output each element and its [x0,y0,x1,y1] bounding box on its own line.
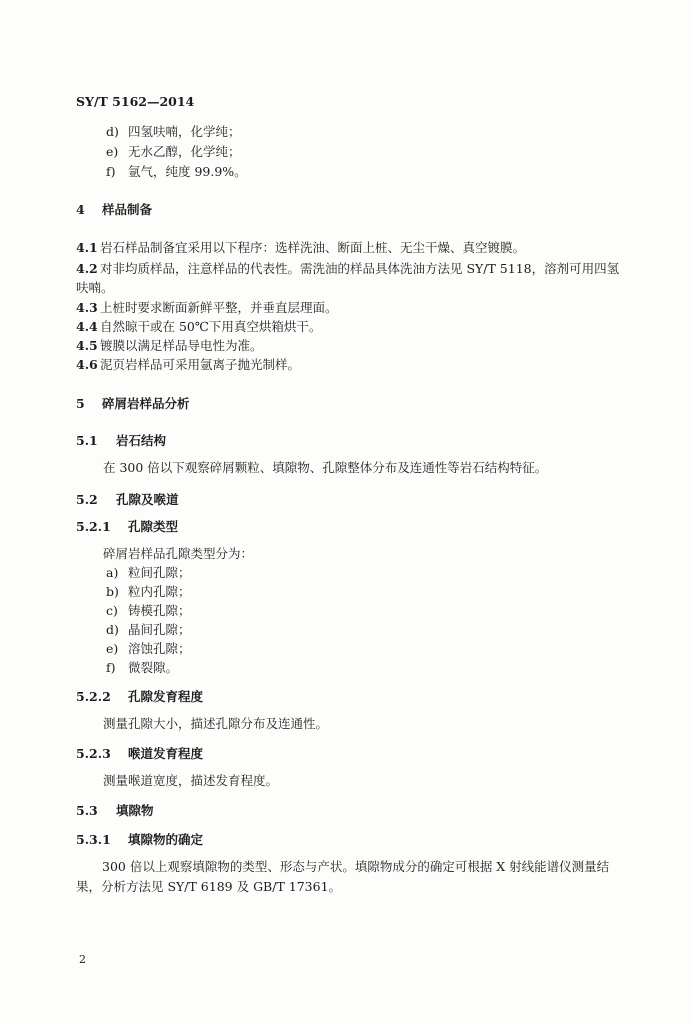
list-item [106,164,247,180]
clause-4-4 [76,319,321,335]
list-item [106,144,241,160]
list-label: d) [106,622,119,637]
clause-number: 4.5 [76,338,98,353]
subsection-number: 5.2.3 [76,746,111,761]
clause-4-6 [76,357,300,373]
clause-4-3 [76,300,338,316]
subsection-number: 5.3 [76,803,98,818]
paragraph: 碎屑岩样品孔隙类型分为： [103,546,254,561]
clause-4-1 [76,240,525,256]
list-item [106,622,191,638]
section-heading-5 [76,396,190,412]
list-label: e) [106,144,119,159]
subsection-title: 填隙物的确定 [128,832,204,847]
subsection-heading-5-2-3 [76,746,203,762]
clause-text: 对非均质样品，注意样品的代表性。需洗油的样品具体洗油方法见 SY/T 5118，溶剂可用四氢 [100,261,620,276]
list-label: a) [106,565,119,580]
page-number: 2 [79,953,86,966]
clause-number: 4.3 [76,300,98,315]
clause-4-5 [76,338,263,354]
subsection-number: 5.2.2 [76,689,111,704]
list-text: 溶蚀孔隙； [128,641,191,656]
list-item [106,603,191,619]
list-item [106,124,241,140]
subsection-heading-5-2-1 [76,519,178,535]
subsection-title: 孔隙类型 [128,519,179,534]
list-label: f) [106,164,116,179]
clause-number: 4.2 [76,261,98,276]
section-number: 5 [76,396,85,411]
paragraph: 300 倍以上观察填隙物的类型、形态与产状。填隙物成分的确定可根据 X 射线能谱仪测量结果，分析方法见 SY/T 6189 及 GB/T 17361。 [76,859,610,894]
subsection-heading-5-1 [76,433,166,449]
subsection-title: 孔隙发育程度 [128,689,204,704]
subsection-heading-5-2 [76,492,179,508]
list-item [106,641,191,657]
list-text: 粒内孔隙； [128,584,191,599]
clause-text: 上桩时要求断面新鲜平整，并垂直层理面。 [100,300,338,315]
list-label: f) [106,660,116,675]
subsection-number: 5.1 [76,433,98,448]
subsection-title: 孔隙及喉道 [116,492,179,507]
clause-4-2 [76,261,619,277]
list-item [106,565,191,581]
list-text: 微裂隙。 [128,660,179,675]
list-label: c) [106,603,118,618]
subsection-heading-5-3 [76,803,154,819]
section-title: 样品制备 [102,202,153,217]
subsection-heading-5-3-1 [76,832,203,848]
clause-number: 4.6 [76,357,98,372]
clause-number: 4.4 [76,319,98,334]
subsection-heading-5-2-2 [76,689,203,705]
paragraph: 在 300 倍以下观察碎屑颗粒、填隙物、孔隙整体分布及连通性等岩石结构特征。 [103,460,548,475]
list-item [106,584,191,600]
list-text: 无水乙醇，化学纯； [128,144,241,159]
list-text: 四氢呋喃，化学纯； [128,124,241,139]
list-text: 铸模孔隙； [128,603,191,618]
list-text: 氩气，纯度 99.9%。 [128,164,247,179]
standard-number: SY/T 5162—2014 [76,94,195,109]
list-label: d) [106,124,119,139]
clause-4-2-continued: 呋喃。 [76,280,114,295]
list-label: e) [106,641,119,656]
subsection-title: 填隙物 [116,803,154,818]
section-number: 4 [76,202,85,217]
section-heading-4 [76,202,152,218]
subsection-number: 5.2.1 [76,519,111,534]
subsection-title: 喉道发育程度 [128,746,204,761]
subsection-title: 岩石结构 [116,433,167,448]
paragraph: 测量喉道宽度，描述发育程度。 [103,773,279,788]
clause-text: 镀膜以满足样品导电性为准。 [100,338,263,353]
clause-text: 泥页岩样品可采用氩离子抛光制样。 [100,357,301,372]
clause-text: 自然晾干或在 50℃下用真空烘箱烘干。 [100,319,322,334]
list-text: 粒间孔隙； [128,565,191,580]
subsection-number: 5.3.1 [76,832,111,847]
section-title: 碎屑岩样品分析 [102,396,190,411]
clause-number: 4.1 [76,240,98,255]
paragraph: 测量孔隙大小，描述孔隙分布及连通性。 [103,716,329,731]
clause-text: 岩石样品制备宜采用以下程序：选样洗油、断面上桩、无尘干燥、真空镀膜。 [100,240,526,255]
list-label: b) [106,584,119,599]
subsection-number: 5.2 [76,492,98,507]
list-item [106,660,178,676]
list-text: 晶间孔隙； [128,622,191,637]
